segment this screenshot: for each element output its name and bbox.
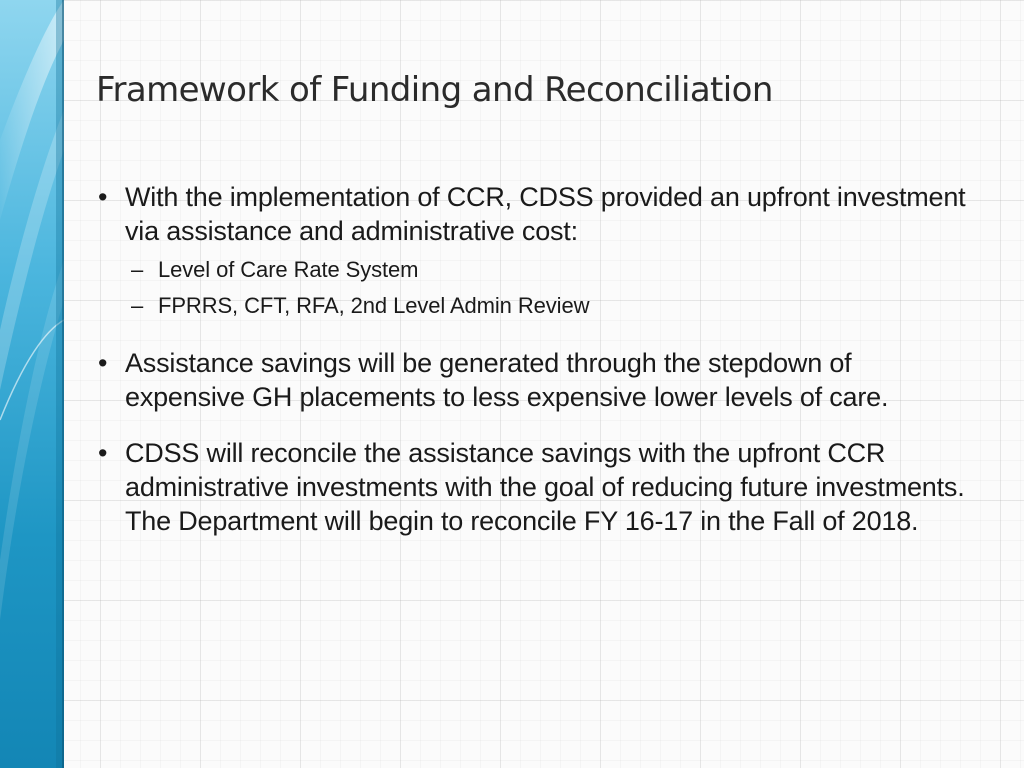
sub-bullet-dash: – bbox=[131, 293, 144, 318]
bullet-list bbox=[98, 180, 978, 560]
sub-bullet-list bbox=[125, 252, 978, 324]
sub-bullet-item bbox=[125, 252, 978, 288]
sub-bullet-item bbox=[125, 288, 978, 324]
decorative-side-band bbox=[0, 0, 64, 768]
bullet-item bbox=[98, 180, 978, 324]
sub-bullet-text: Level of Care Rate System bbox=[158, 257, 419, 282]
bullet-dot: • bbox=[98, 438, 108, 468]
bullet-text: With the implementation of CCR, CDSS provided an upfront investment via assistance and administrative cost: bbox=[125, 182, 966, 246]
sub-bullet-text: FPRRS, CFT, RFA, 2nd Level Admin Review bbox=[158, 293, 590, 318]
bullet-dot: • bbox=[98, 348, 108, 378]
bullet-item bbox=[98, 436, 978, 538]
bullet-dot: • bbox=[98, 182, 108, 212]
bullet-text: CDSS will reconcile the assistance savings with the upfront CCR administrative investments with the goal of reducing future investments. The Department will begin to reconcile FY 16-17 in the Fall of 2018. bbox=[125, 438, 965, 536]
bullet-text: Assistance savings will be generated through the stepdown of expensive GH placements to less expensive lower levels of care. bbox=[125, 348, 889, 412]
bullet-item bbox=[98, 346, 978, 414]
sub-bullet-dash: – bbox=[131, 257, 144, 282]
wave-decoration-icon bbox=[0, 0, 64, 768]
slide-title: Framework of Funding and Reconciliation bbox=[96, 70, 773, 110]
